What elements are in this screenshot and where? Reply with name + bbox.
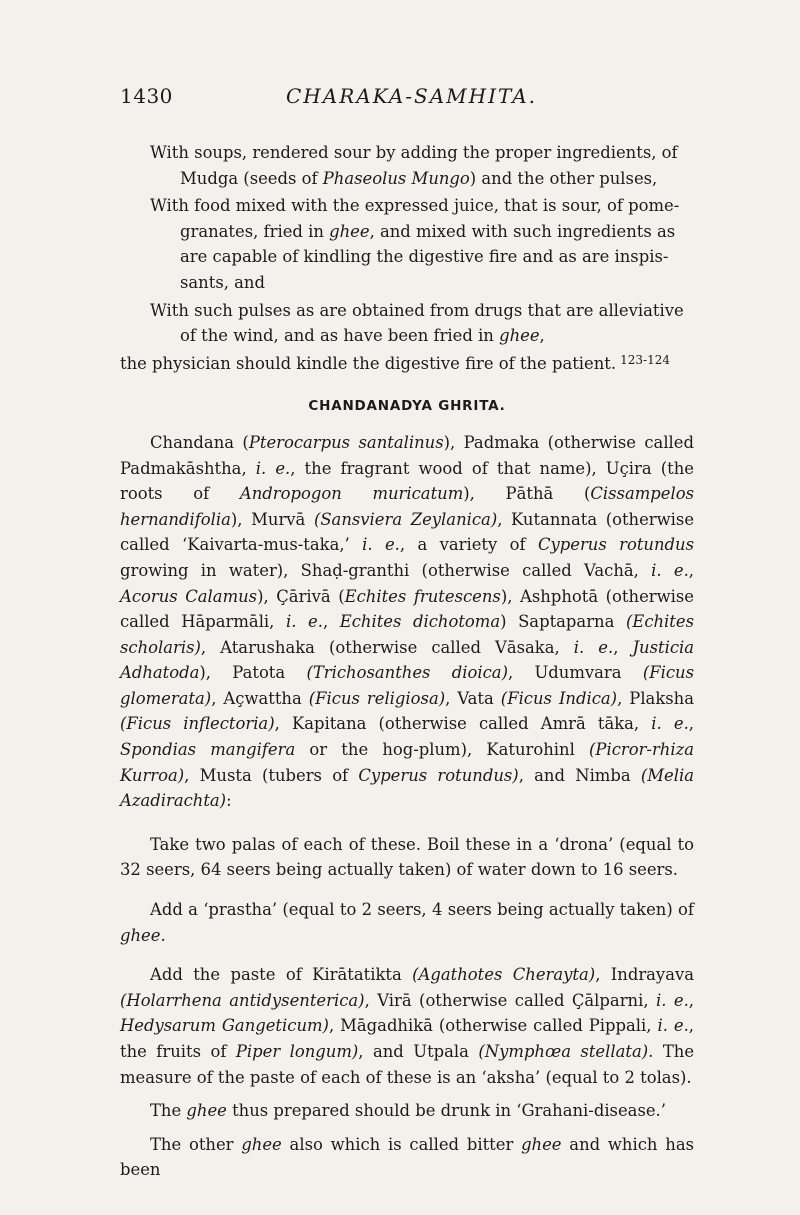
verse-line: With soups, rendered sour by adding the proper ingredients, of Mudga (seeds of Phaseolus Mungo) and the other pulses, <box>150 143 678 188</box>
add-prastha-paragraph: Add a ‘prastha’ (equal to 2 seers, 4 seers being actually taken) of ghee. <box>120 900 694 945</box>
verse-line: With such pulses as are obtained from drugs that are alleviative of the wind, and as have been fried in ghee, <box>150 300 684 346</box>
ingredients-paragraph: Chandana (Pterocarpus santalinus), Padmaka (otherwise called Padmakāshtha, i. e., the fragrant wood of that name), Uçira (the roots of Andropogon muricatum), Pāthā (Cissampelos hernandifolia), Murvā (Sansviera Zeylanica), Kutannata (otherwise called ‘Kaivarta-mus-taka,’ i. e., a variety of Cyperus rotundus growing in water), Shaḍ-granthi (otherwise called Vachā, i. e., Acorus Calamus), Çārivā (Echites frutescens), Ashphotā (otherwise called Hāparmāli, i. e., Echites dichotoma) Saptaparna (Echites scholaris), Atarushaka (otherwise called Vāsaka, i. e., Justicia Adhatoda), Patota (Trichosanthes dioica), Udumvara (Ficus glomerata), Açwattha (Ficus religiosa), Vata (Ficus Indica), Plaksha (Ficus inflectoria), Kapitana (otherwise called Amrā tāka, i. e., Spondias mangifera or the hog-plum), Katurohinl (Picror-rhiza Kurroa), Musta (tubers of Cyperus rotundus), and Nimba (Melia Azadirachta): <box>120 432 695 811</box>
closing-line: the physician should kindle the digestive fire of the patient. $^{123-124}$ <box>120 352 670 373</box>
running-title: CHARAKA-SAMHITA. <box>286 84 538 108</box>
paste-paragraph: Add the paste of Kirātatikta (Agathotes Cherayta), Indrayava (Holarrhena antidysenterica), Virā (otherwise called Çālparni, i. e., Hedysarum Gangeticum), Māgadhikā (otherwise called Pippali, i. e., the fruits of Piper longum), and Utpala (Nymphœa stellata). The measure of the paste of each of these is an ‘aksha’ (equal to 2 tolas). <box>120 965 695 1087</box>
body-text <box>120 140 694 1191</box>
page-number: 1430 <box>120 84 173 108</box>
section-title: CHANDANADYA GHRITA. <box>308 398 506 415</box>
take-paragraph: Take two palas of each of these. Boil these in a ‘drona’ (equal to 32 seers, 64 seers being actually taken) of water down to 16 seers. <box>120 834 694 880</box>
verse-line: With food mixed with the expressed juice, that is sour, of pome-granates, fried in ghee, and mixed with such ingredients as are capable of kindling the digestive fire and as are inspis-sants, and <box>150 196 680 292</box>
drunk-paragraph: The ghee thus prepared should be drunk in ‘Grahani-disease.’ <box>150 1101 666 1121</box>
other-ghee-paragraph: The other ghee also which is called bitter ghee and which has been <box>120 1134 694 1180</box>
page-header <box>120 84 720 114</box>
verse-number: 123-124 <box>620 352 670 367</box>
